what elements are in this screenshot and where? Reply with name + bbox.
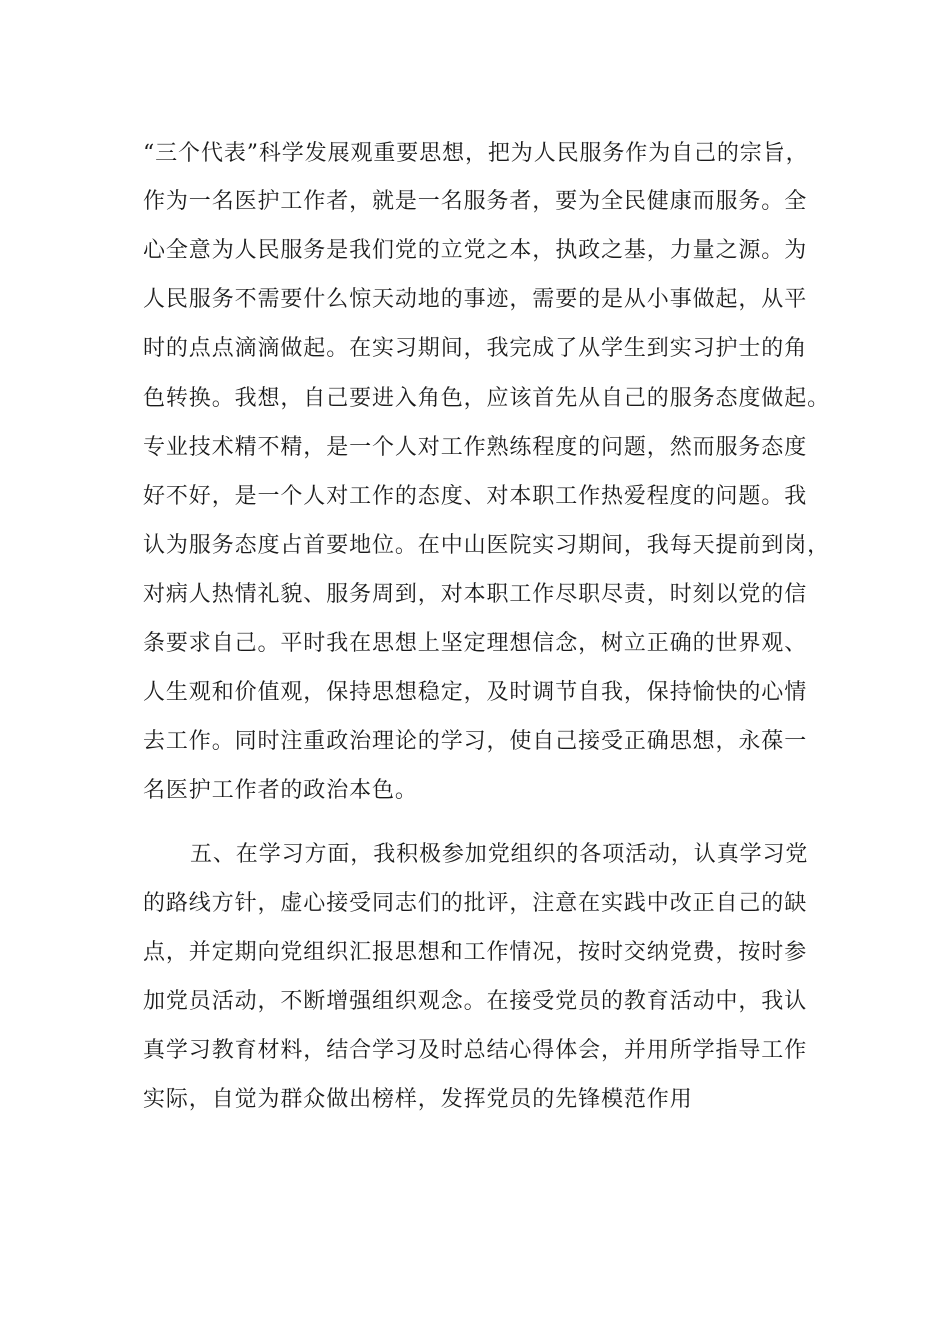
text-line: 名医护工作者的政治本色。	[143, 778, 418, 803]
text-line: 对病人热情礼貌、服务周到，对本职工作尽职尽责，时刻以党的信	[143, 582, 808, 607]
text-line: 人民服务不需要什么惊天动地的事迹，需要的是从小事做起，从平	[143, 287, 808, 312]
text-line: 点，并定期向党组织汇报思想和工作情况，按时交纳党费，按时参	[143, 940, 808, 965]
text-line: 色转换。我想，自己要进入角色，应该首先从自己的服务态度做起。	[143, 386, 831, 411]
text-line: 五、在学习方面，我积极参加党组织的各项活动，认真学习党	[190, 842, 809, 867]
text-line: 心全意为人民服务是我们党的立党之本，执政之基，力量之源。为	[143, 238, 808, 263]
text-line: 作为一名医护工作者，就是一名服务者，要为全民健康而服务。全	[143, 189, 808, 214]
text-line: 时的点点滴滴做起。在实习期间，我完成了从学生到实习护士的角	[143, 336, 808, 361]
text-line: 去工作。同时注重政治理论的学习，使自己接受正确思想，永葆一	[143, 729, 808, 754]
text-line: 真学习教育材料，结合学习及时总结心得体会，并用所学指导工作	[143, 1038, 808, 1063]
text-line: 加党员活动，不断增强组织观念。在接受党员的教育活动中，我认	[143, 989, 808, 1014]
text-line: 好不好，是一个人对工作的态度、对本职工作热爱程度的问题。我	[143, 484, 808, 509]
text-line: 的路线方针，虚心接受同志们的批评，注意在实践中改正自己的缺	[143, 891, 808, 916]
text-line: 实际，自觉为群众做出榜样，发挥党员的先锋模范作用	[143, 1087, 693, 1112]
text-line: 认为服务态度占首要地位。在中山医院实习期间，我每天提前到岗，	[143, 533, 831, 558]
text-line: 条要求自己。平时我在思想上坚定理想信念，树立正确的世界观、	[143, 631, 808, 656]
text-line: 专业技术精不精，是一个人对工作熟练程度的问题，然而服务态度	[143, 435, 808, 460]
text-line: “三个代表”科学发展观重要思想，把为人民服务作为自己的宗旨，	[143, 141, 809, 166]
text-line: 人生观和价值观，保持思想稳定，及时调节自我，保持愉快的心情	[143, 680, 808, 705]
